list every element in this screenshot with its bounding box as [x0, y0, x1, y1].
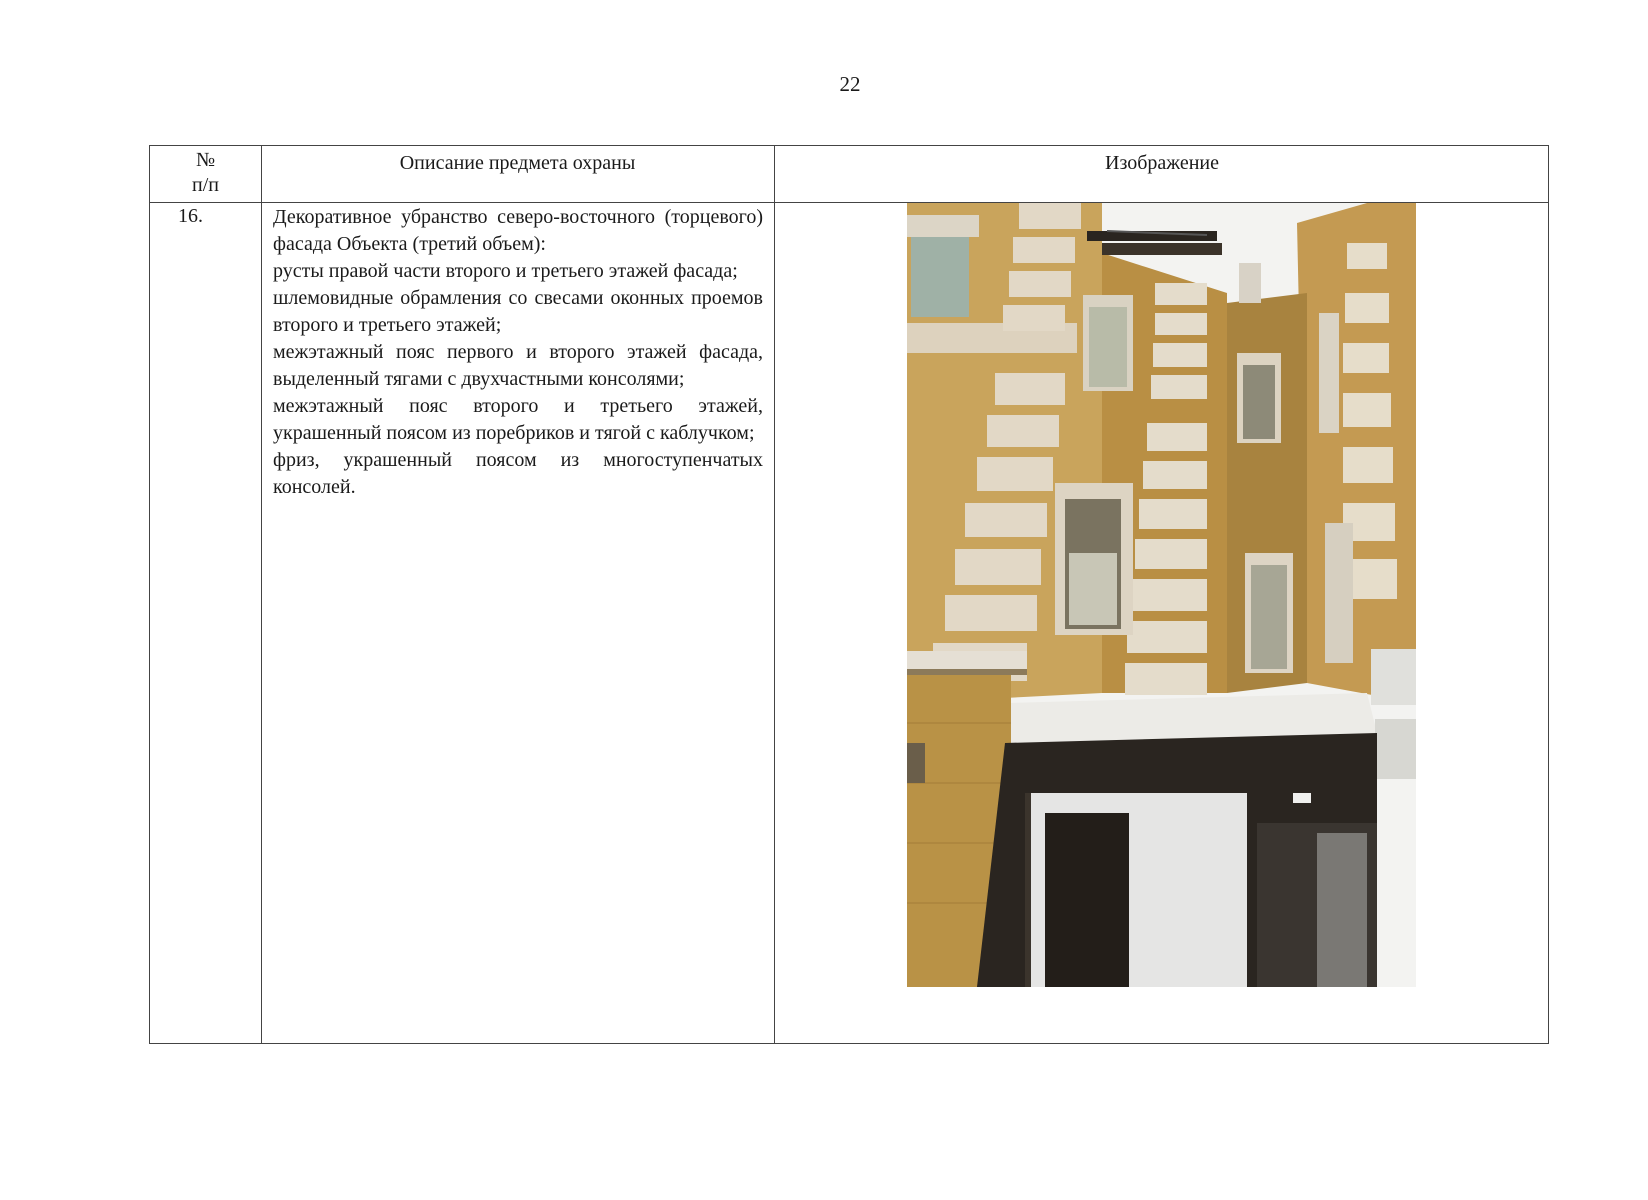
header-number-sign: №	[195, 149, 216, 171]
description-line: русты правой части второго и третьего этажей фасада;	[273, 260, 738, 282]
facade-photo	[907, 203, 1416, 987]
column-divider	[261, 146, 262, 1043]
description-line: межэтажный пояс второго и третьего этажей, украшенный поясом из поребриков и тягой с каблучком;	[273, 395, 763, 444]
description-line: фриз, украшенный поясом из многоступенчатых консолей.	[273, 449, 763, 498]
header-description: Описание предмета охраны	[399, 152, 636, 174]
description-line: шлемовидные обрамления со свесами оконных проемов второго и третьего этажей;	[273, 287, 763, 336]
description-line: Декоративное убранство северо-восточного (торцевого) фасада Объекта (третий объем):	[273, 206, 763, 255]
heritage-table	[149, 145, 1549, 1044]
description-line: межэтажный пояс первого и второго этажей фасада, выделенный тягами с двухчастными консолями;	[273, 341, 763, 390]
row-number: 16.	[178, 205, 203, 227]
header-image: Изображение	[1105, 152, 1219, 174]
page-number: 22	[839, 72, 861, 96]
header-number	[150, 148, 261, 198]
header-number-sub: п/п	[192, 174, 219, 196]
row-description	[273, 204, 763, 501]
column-divider	[774, 146, 775, 1043]
